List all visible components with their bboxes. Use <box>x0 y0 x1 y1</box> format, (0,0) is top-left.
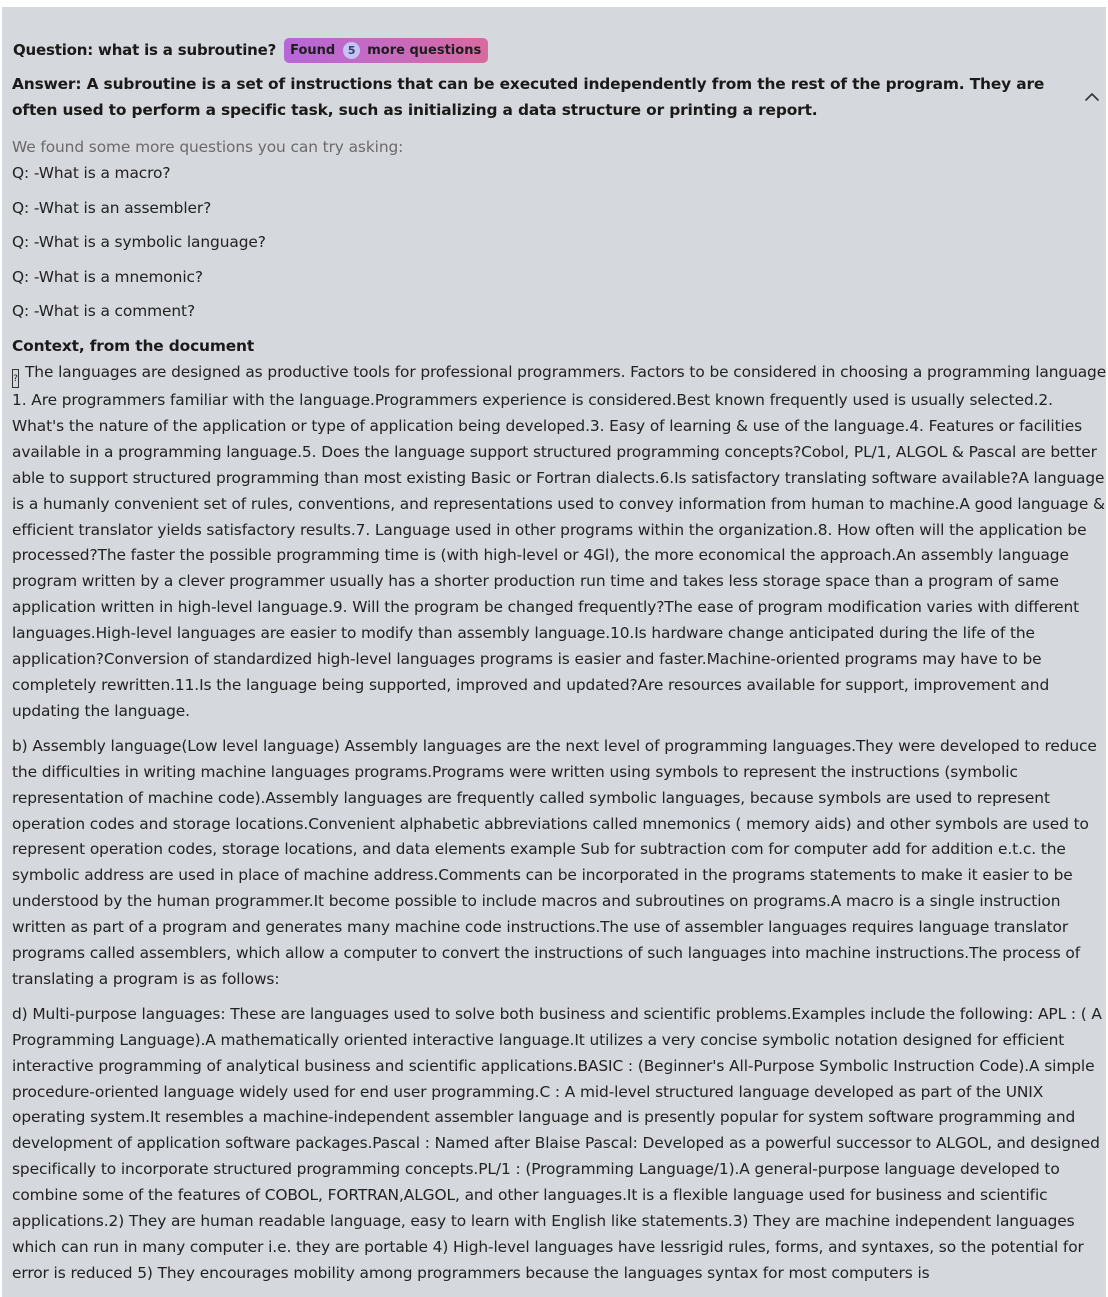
more-questions-badge[interactable] <box>284 38 488 63</box>
suggested-question[interactable]: Q: -What is a macro? <box>12 164 171 182</box>
context-paragraph: b) Assembly language(Low level language) Assembly languages are the next level of programming languages.They were developed to reduce the difficulties in writing machine languages programs.Programs were written using symbols to represent the instructions (symbolic representation of machine code).Assembly languages are frequently called symbolic languages, because symbols are used to represent operation codes and storage locations.Convenient alphabetic abbreviations called mnemonics ( memory aids) and other symbols are used to represent operation codes, storage locations, and data elements example Sub for subtraction com for computer add for addition e.t.c. the symbolic address are used in place of machine address.Comments can be incorporated in the programs statements to make it easier to be understood by the human programmer.It become possible to include macros and subroutines on programs.A macro is a single instruction written as part of a program and generates many machine code instructions.The use of assembler languages requires language translator programs called assemblers, which allow a computer to convert the instructions of such languages into machine instructions.The process of translating a program is as follows: <box>12 736 1097 988</box>
suggestions-intro: We found some more questions you can try asking: <box>12 138 404 156</box>
question-row <box>13 37 488 63</box>
suggested-question[interactable]: Q: -What is a mnemonic? <box>12 267 203 286</box>
suggested-question[interactable]: Q: -What is a symbolic language? <box>12 233 266 251</box>
suggested-question[interactable]: Q: -What is an assembler? <box>12 198 212 217</box>
badge-suffix: more questions <box>367 42 482 58</box>
context-paragraph: d) Multi-purpose languages: These are languages used to solve both business and scientific problems.Examples include the following: APL : ( A Programming Language).A mathematically oriented interactive language.It utilizes a very concise symbolic notation designed for efficient interactive programming of analytical business and scientific applications.BASIC : (Beginner's All-Purpose Symbolic Instruction Code).A simple procedure-oriented language widely used for end user programming.C : A mid-level structured language developed as part of the UNIX operating system.It resembles a machine-independent assembler language and is presently popular for system software programming and development of application software packages.Pascal : Named after Blaise Pascal: Developed as a powerful successor to ALGOL, and designed specifically to incorporate structured programming concepts.PL/1 : (Programming Language/1).A general-purpose language developed to combine some of the features of COBOL, FORTRAN,ALGOL, and other languages.It is a flexible language used for business and scientific applications.2) They are human readable language, easy to learn with English like statements.3) They are machine independent languages which can run in many computer i.e. they are portable 4) High-level languages have lessrigid rules, forms, and syntaxes, so the potential for error is reduced 5) They encourages mobility among programmers because the languages syntax for most computers is <box>12 1004 1102 1282</box>
answer-text: Answer: A subroutine is a set of instructions that can be executed independently from the rest of the program. They are often used to perform a specific task, such as initializing a data structure or printing a report. <box>12 75 1045 119</box>
suggested-questions-list <box>12 161 266 334</box>
context-paragraph-text: The languages are designed as productive tools for professional programmers. Factors to be considered in choosing a programming language 1. Are programmers familiar with the language.Programmers experience is considered.Best known frequently used is usually selected.2. What's the nature of the application or type of application being developed.3. Easy of learning & use of the language.4. Features or facilities available in a programming language.5. Does the language support structured programming concepts?Cobol, PL/1, ALGOL & Pascal are better able to support structured programming than most existing Basic or Fortran dialects.6.Is satisfactory translating software available?A language is a humanly convenient set of rules, conventions, and representations used to convey information from human to machine.A good language & efficient translator yields satisfactory results.7. Language used in other programs within the organization.8. How often will the application be processed?The faster the possible programming time is (with high-level or 4Gl), the more economical the approach.An assembly language program written by a clever programmer usually has a shorter production run time and takes less storage space than a program of same application written in high-level language.9. Will the program be changed frequently?The ease of program modification varies with different languages.High-level languages are easier to modify than assembly language.10.Is hardware change anticipated during the life of the application?Conversion of standardized high-level languages programs is easier and faster.Machine-oriented programs may have to be completely rewritten.11.Is the language being supported, improved and updated?Are resources available for support, improvement and updating the language. <box>12 363 1106 720</box>
suggested-question[interactable]: Q: -What is a comment? <box>12 302 196 320</box>
collapse-button[interactable] <box>1082 87 1102 107</box>
question-text: Question: what is a subroutine? <box>13 41 277 59</box>
chevron-up-icon <box>1082 87 1102 107</box>
more-questions-count: 5 <box>343 42 360 59</box>
missing-glyph-box: ? <box>12 369 19 388</box>
badge-prefix: Found <box>290 42 336 58</box>
qa-result-panel <box>2 7 1106 1297</box>
context-body <box>12 360 1106 1296</box>
context-paragraph <box>12 360 1106 725</box>
context-title: Context, from the document <box>12 337 255 355</box>
